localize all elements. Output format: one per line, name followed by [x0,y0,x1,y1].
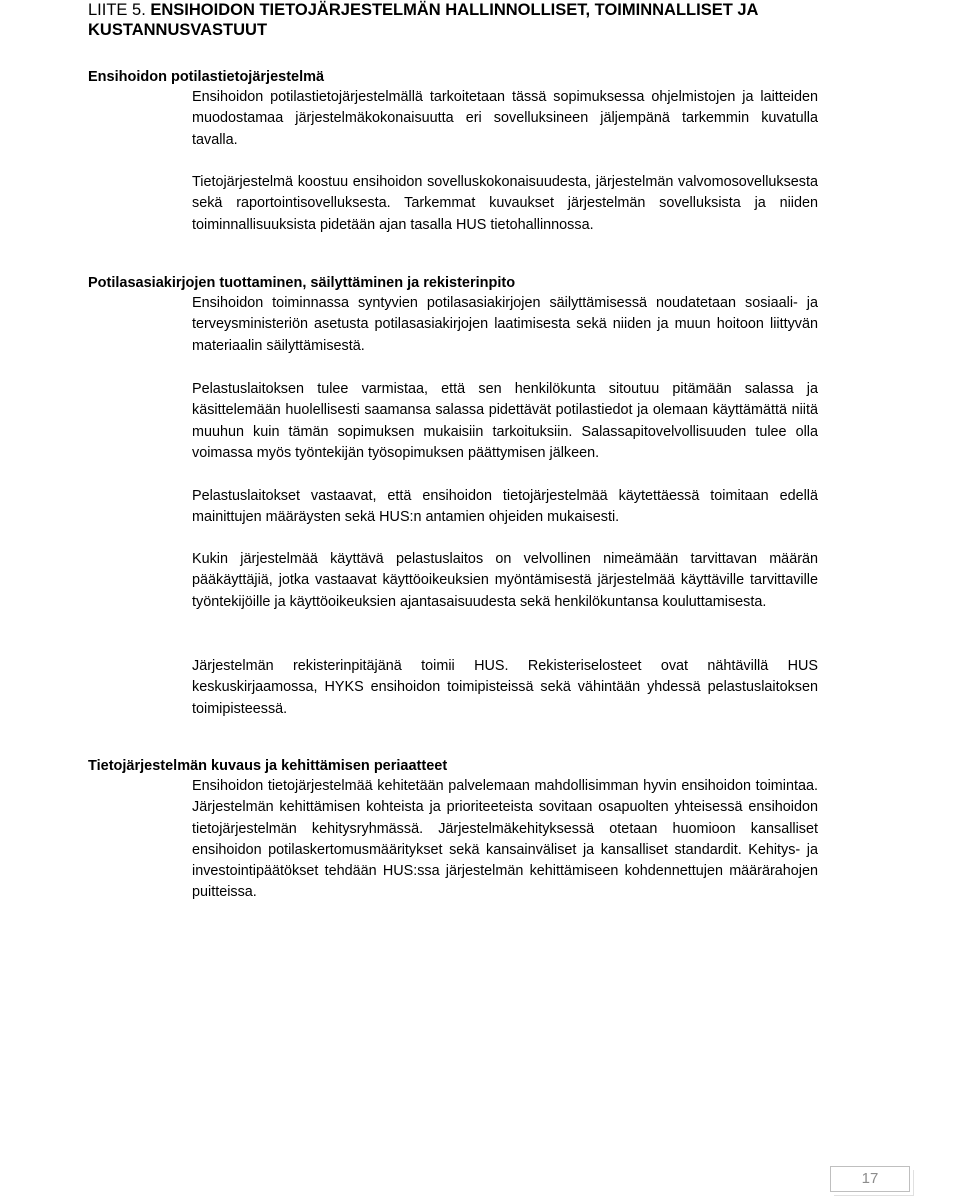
title-text: ENSIHOIDON TIETOJÄRJESTELMÄN HALLINNOLLISET, TOIMINNALLISET JA KUSTANNUSVASTUUT [88,1,758,39]
page-number: 17 [830,1166,910,1192]
paragraph: Kukin järjestelmää käyttävä pelastuslaitos on velvollinen nimeämään tarvittavan määrän pääkäyttäjiä, jotka vastaavat käyttöoikeuksien myöntämisestä järjestelmää käyttäville tarvittaville työntekijöille ja käyttöoikeuksien ajantasaisuudesta sekä henkilökuntansa kouluttamisesta. [192,551,818,610]
paragraph: Järjestelmän rekisterinpitäjänä toimii HUS. Rekisteriselosteet ovat nähtävillä HUS keskuskirjaamossa, HYKS ensihoidon toimipisteissä sekä vähintään yhdessä pelastuslaitoksen toimipisteessä. [192,658,818,717]
document-title [88,0,848,40]
section-heading-patient-records: Potilasasiakirjojen tuottaminen, säilyttäminen ja rekisterinpito [88,275,516,291]
section-heading-system-development: Tietojärjestelmän kuvaus ja kehittämisen periaatteet [88,758,448,774]
paragraph: Pelastuslaitokset vastaavat, että ensihoidon tietojärjestelmää käytettäessä toimitaan edellä mainittujen määräysten sekä HUS:n antamien ohjeiden mukaisesti. [192,488,818,526]
paragraph: Ensihoidon toiminnassa syntyvien potilasasiakirjojen säilyttämisessä noudatetaan sosiaali- ja terveysministeriön asetusta potilasasiakirjojen laatimisesta sekä niiden ja muun hoitoon liittyvän materiaalin säilyttämisestä. [192,295,818,354]
section-heading-patient-system: Ensihoidon potilastietojärjestelmä [88,69,325,85]
paragraph: Ensihoidon tietojärjestelmää kehitetään palvelemaan mahdollisimman hyvin ensihoidon toimintaa. Järjestelmän kehittämisen kohteista ja prioriteeteista sovitaan osapuolten yhteisessä ensihoidon tietojärjestelmän kehitysryhmässä. Järjestelmäkehityksessä otetaan huomioon kansalliset ensihoidon potilaskertomusmääritykset sekä kansainväliset ja kansalliset standardit. Kehitys- ja investointipäätökset tehdään HUS:ssa järjestelmän kehittämiseen kohdennettujen määrärahojen puitteissa. [192,778,818,901]
paragraph: Tietojärjestelmä koostuu ensihoidon sovelluskokonaisuudesta, järjestelmän valvomosovelluksesta sekä raportointisovelluksesta. Tarkemmat kuvaukset järjestelmän sovelluksista ja niiden toiminnallisuuksista pidetään ajan tasalla HUS tietohallinnossa. [192,174,818,233]
paragraph: Pelastuslaitoksen tulee varmistaa, että sen henkilökunta sitoutuu pitämään salassa ja käsittelemään huolellisesti saamansa salassa pidettävät potilastiedot ja olemaan käyttämättä niitä muuhun kuin tämän sopimuksen mukaisiin tarkoituksiin. Salassapitovelvollisuuden tulee olla voimassa myös työntekijän työsopimuksen päättymisen jälkeen. [192,381,818,461]
title-prefix: LIITE 5. [88,1,146,19]
paragraph: Ensihoidon potilastietojärjestelmällä tarkoitetaan tässä sopimuksessa ohjelmistojen ja laitteiden muodostamaa järjestelmäkokonaisuutta eri sovelluksineen jäljempänä tarkemmin kuvatulla tavalla. [192,89,818,148]
